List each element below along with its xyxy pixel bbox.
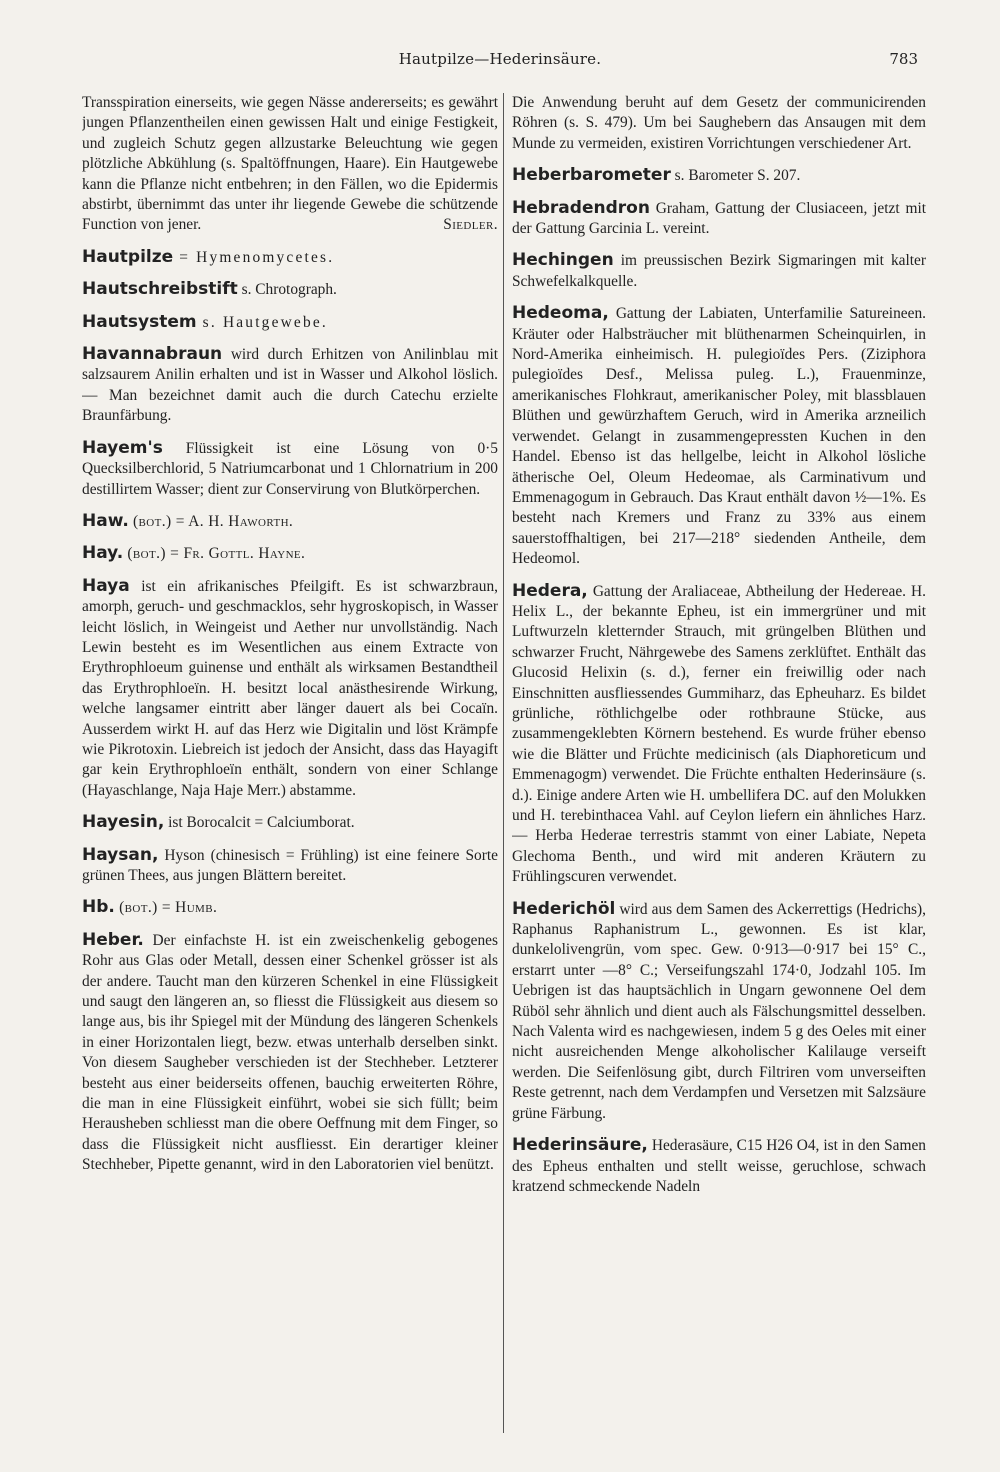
entry-paragraph (82, 812, 498, 833)
entry-headword: Hay. (82, 543, 124, 564)
entry-headword: Hedeoma, (512, 303, 609, 324)
entry-paragraph (82, 897, 498, 918)
entry-headword: Hebradendron (512, 197, 650, 218)
left-column (82, 93, 498, 1443)
entry-text: s. Barometer S. 207. (670, 167, 801, 185)
entry-text: ist ein afrikanisches Pfeilgift. Es ist schwarzbraun, amorph, geruch- und geschmacklos, sehr hygroskopisch, in Wasser leicht löslich, in Weingeist und Aether nur unvollständig. Nach Lewin besteht es im Wesentlichen aus einem Extracte von Erythrophloeum guinense und enthält als wirksamen Bestandtheil das Erythrophloeïn. H. besitzt local anästhesirende Wirkung, welche langsamer eintritt aber länger dauert als bei Cocaïn. Ausserdem wirkt H. auf das Herz wie Digitalin und löst Krämpfe wie Pikrotoxin. Liebreich ist jedoch der Ansicht, dass das Hayagift gar kein Erythrophloeïn enthält, sondern von einer Schlange (Hayaschlange, Naja Haje Merr.) abstamme. (82, 577, 498, 799)
entry-headword: Hederinsäure, (512, 1135, 648, 1156)
entry-paragraph (82, 576, 498, 801)
entry-headword: Hautsystem (82, 311, 197, 332)
entry-text: Hyson (chinesisch = Frühling) ist eine feinere Sorte grünen Thees, aus jungen Blättern bereitet. (82, 846, 498, 884)
entry-paragraph (512, 899, 926, 1124)
entry-paragraph (82, 511, 498, 532)
entry-headword: Hautschreibstift (82, 279, 238, 300)
entry-paragraph (82, 247, 498, 268)
entry-headword: Haysan, (82, 844, 159, 865)
entry-text: s. Chrotograph. (237, 281, 337, 299)
entry-paragraph (512, 250, 926, 292)
entry-headword: Hechingen (512, 250, 614, 271)
entry-headword: Hautpilze (82, 246, 174, 267)
entry-headword: Hederichöl (512, 898, 616, 919)
entry-headword: Hb. (82, 897, 115, 918)
entry-text: Gattung der Labiaten, Unterfamilie Satureineen. Kräuter oder Halbsträucher mit blüthenarmen Scheinquirlen, in Nord-Amerika einheimisch. H. pulegioïdes Pers. (Ziziphora pulegioïdes Desf., Melissa puleg. L.), Frauenminze, amerikanisches Flohkraut, amerikanischer Poley, mit blassblauen Blüthen und gewürzhaftem Geruch, wird in Amerika arzneilich verwendet. Gelangt in zusammengepressten Kuchen in den Handel. Ebenso ist das hellgelbe, leicht in Alkohol lösliche ätherische Oel, Oleum Hedeomae, als Carminativum und Emmenagogum in Gebrauch. Das Kraut enthält davon ½—1%. Es besteht nach Kremers und Franz zu 33% aus einem sauerstoffhaltigen, bei 217—218° siedenden Antheile, dem Hedeomol. (512, 305, 926, 568)
entry-text: Hederasäure, C15 H26 O4, ist in den Samen des Epheus enthalten und stellt weisse, geruchlose, schwach kratzend schmeckende Nadeln (512, 1137, 926, 1195)
entry-paragraph (82, 438, 498, 500)
entry-headword: Haya (82, 575, 130, 596)
entry-text: im preussischen Bezirk Sigmaringen mit kalter Schwefelkalkquelle. (512, 252, 926, 290)
entry-text: (bot.) = Humb. (114, 899, 218, 917)
entry-headword: Heber. (82, 929, 144, 950)
entry-author: Siedler. (443, 216, 498, 234)
entry-text: = Hymenomycetes. (173, 248, 335, 266)
entry-headword: Haw. (82, 510, 129, 531)
entry-paragraph (512, 93, 926, 154)
page-number: 783 (889, 50, 918, 68)
entry-headword: Havannabraun (82, 344, 223, 365)
entry-text: s. Hautgewebe. (196, 313, 328, 331)
entry-headword: Hayesin, (82, 812, 165, 833)
entry-paragraph (82, 279, 498, 300)
running-title: Hautpilze—Hederinsäure. (398, 50, 602, 68)
entry-paragraph (512, 165, 926, 186)
entry-headword: Hayem's (82, 437, 163, 458)
entry-paragraph (512, 1135, 926, 1197)
right-column (512, 93, 926, 1443)
entry-text: wird durch Erhitzen von Anilinblau mit salzsaurem Anilin erhalten und ist in Wasser und Alkohol löslich. — Man bezeichnet damit auch die durch Catechu erzielte Braunfärbung. (82, 346, 498, 425)
entry-paragraph (82, 845, 498, 887)
entry-text: Graham, Gattung der Clusiaceen, jetzt mit der Gattung Garcinia L. vereint. (512, 199, 926, 238)
entry-text: (bot.) = Fr. Gottl. Hayne. (123, 545, 306, 563)
entry-text: Der einfachste H. ist ein zweischenkelig gebogenes Rohr aus Glas oder Metall, dessen einer Schenkel grösser ist als der andere. Taucht man den kürzeren Schenkel in eine Flüssigkeit und saugt den längeren an, so fliesst die Flüssigkeit aus diesem so lange aus, bis ihr Spiegel mit der Mündung des längeren Schenkels in einer Horizontalen liegt, bezw. etwas unterhalb derselben sinkt. Von diesem Saugheber verschieden ist der Stechheber. Letzterer besteht aus einer beiderseits offenen, bauchig erweiterten Röhre, die man in eine Flüssigkeit einführt, wobei sie sich füllt; beim Herausheben schliesst man die obere Oeffnung mit dem Finger, so dass die Flüssigkeit nicht ausfliesst. Ein derartiger kleiner Stechheber, Pipette genannt, wird in den Laboratorien viel benützt. (82, 931, 498, 1174)
entry-headword: Hedera, (512, 580, 588, 601)
entry-paragraph (512, 581, 926, 888)
entry-text: Die Anwendung beruht auf dem Gesetz der communicirenden Röhren (s. S. 479). Um bei Saughebern das Ansaugen mit dem Munde zu vermeiden, existiren Vorrichtungen verschiedener Art. (512, 94, 926, 152)
entry-headword: Heberbarometer (512, 165, 671, 186)
entry-text: wird aus dem Samen des Ackerrettigs (Hedrichs), Raphanus Raphanistrum L., gewonnen. Es ist klar, dunkelolivengrün, vom spec. Gew. 0·913—0·917 bei 15° C., erstarrt unter —8° C.; Verseifungszahl 174·0, Jodzahl 105. Im Uebrigen ist das hauptsächlich in Ungarn gewonnene Oel dem Rüböl sehr ähnlich und dient auch als Fälschungsmittel desselben. Nach Valenta wird es nachgewiesen, indem 5 g des Oeles mit einer nicht ausreichenden Menge alkoholischer Kalilauge verseift werden. Die Seifenlösung gibt, durch Filtriren vom unverseiften Reste getrennt, nach dem Verdampfen und Versetzen mit Salzsäure grüne Färbung. (512, 900, 926, 1122)
entry-text: Flüssigkeit ist eine Lösung von 0·5 Quecksilberchlorid, 5 Natriumcarbonat und 1 Chlornatrium in 200 destillirtem Wasser; dient zur Conservirung von Blutkörperchen. (82, 439, 498, 498)
entry-text: ist Borocalcit = Calciumborat. (164, 814, 355, 832)
entry-text: Transspiration einerseits, wie gegen Nässe andererseits; es gewährt jungen Pflanzentheilen einen gewissen Halt und einige Festigkeit, und zugleich Schutz gegen allzustarke Beleuchtung wie gegen plötzliche Abkühlung (s. Spaltöffnungen, Haare). Ein Hautgewebe kann die Pflanze nicht entbehren; in den Fällen, wo die Epidermis abstirbt, übernimmt das unter ihr liegende Gewebe die schützende Function von jener. (82, 94, 498, 234)
entry-paragraph (82, 930, 498, 1176)
entry-paragraph (512, 303, 926, 569)
entry-paragraph (82, 543, 498, 564)
entry-paragraph (82, 93, 498, 236)
column-rule (503, 93, 504, 1433)
entry-paragraph (82, 344, 498, 427)
running-head (0, 50, 1000, 74)
entry-text: (bot.) = A. H. Haworth. (128, 512, 294, 530)
entry-paragraph (512, 198, 926, 240)
entry-paragraph (82, 312, 498, 333)
entry-text: Gattung der Araliaceae, Abtheilung der Hedereae. H. Helix L., der bekannte Epheu, ist ein immergrüner und mit Luftwurzeln kletternder Strauch, mit grüngelben Blüthen und schwarzer Frucht, Nährgewebe des Samens zerklüftet. Enthält das Glucosid Helixin (s. d.), ferner ein freiwillig oder nach Einschnitten ausfliessendes Gummiharz, das Epheuharz. Es bildet grünliche, röthlichgelbe oder rothbraune Stücke, aus zusammengeklebten Körnern bestehend. Es wurde früher ebenso wie die Blätter und Früchte medicinisch (als Diaphoreticum und Emmenagogm) verwendet. Die Früchte enthalten Hederinsäure (s. d.). Einige andere Arten wie H. umbellifera DC. auf den Molukken und H. terebinthacea Vahl. auf Ceylon liefern ein ähnliches Harz. — Herba Hederae terrestris stammt von einer Labiate, Nepeta Glechoma Benth., und wird mit anderen Kräutern zu Frühlingscuren verwendet. (512, 582, 926, 886)
